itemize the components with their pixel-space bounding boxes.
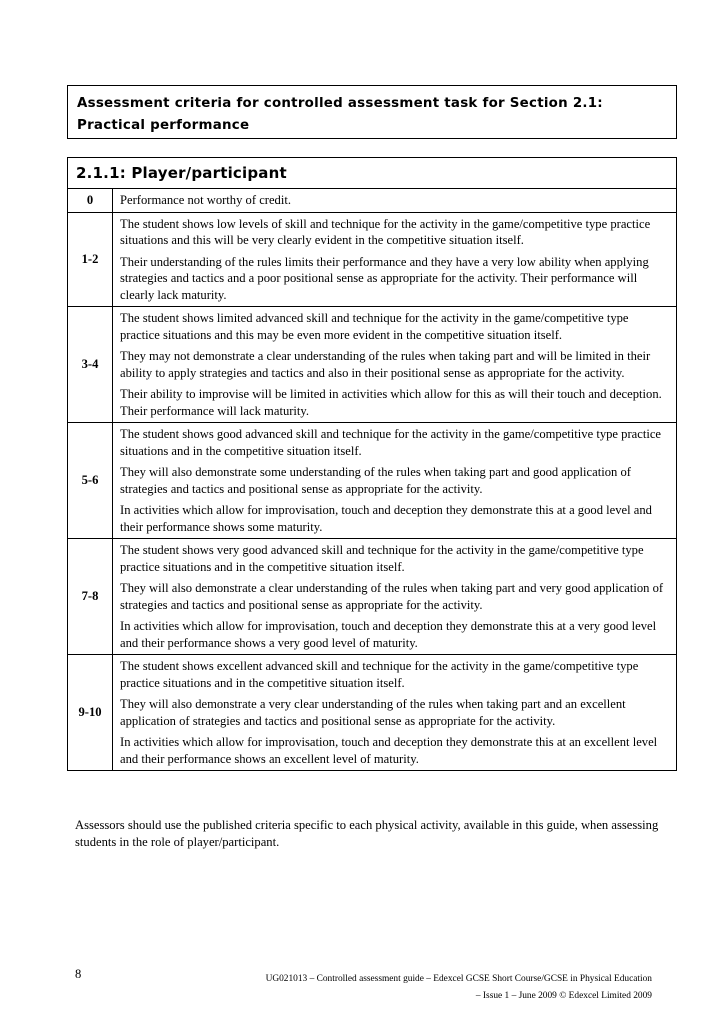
mark-band: 3-4 bbox=[68, 307, 113, 423]
criteria-table bbox=[67, 157, 677, 771]
mark-band: 0 bbox=[68, 189, 113, 213]
criteria-paragraph: Performance not worthy of credit. bbox=[120, 193, 292, 207]
criteria-description bbox=[113, 307, 677, 423]
criteria-paragraph: They will also demonstrate a very clear understanding of the rules when taking part and an excellent application of strategies and tactics and positional sense as appropriate for the activity. bbox=[120, 697, 626, 728]
criteria-paragraph: In activities which allow for improvisation, touch and deception they demonstrate this at a good level and their performance shows some maturity. bbox=[120, 503, 652, 534]
mark-band: 1-2 bbox=[68, 212, 113, 307]
page-number: 8 bbox=[75, 967, 82, 981]
table-row bbox=[68, 212, 677, 307]
mark-band: 9-10 bbox=[68, 655, 113, 771]
table-row bbox=[68, 189, 677, 213]
criteria-paragraph: They will also demonstrate a clear understanding of the rules when taking part and very good application of strategies and tactics and positional sense as appropriate for the activity. bbox=[120, 581, 664, 612]
criteria-description bbox=[113, 655, 677, 771]
criteria-paragraph: In activities which allow for improvisation, touch and deception they demonstrate this at a very good level and their performance shows a very good level of maturity. bbox=[120, 619, 657, 650]
criteria-paragraph: Their ability to improvise will be limited in activities which allow for this as will their touch and deception. Their performance will lack maturity. bbox=[120, 387, 662, 418]
table-row bbox=[68, 423, 677, 539]
footer-reference-line: – Issue 1 – June 2009 © Edexcel Limited 2009 bbox=[475, 991, 652, 1001]
criteria-description bbox=[113, 423, 677, 539]
table-row bbox=[68, 539, 677, 655]
table-row bbox=[68, 307, 677, 423]
mark-band: 7-8 bbox=[68, 539, 113, 655]
criteria-paragraph: Their understanding of the rules limits their performance and they have a very low ability when applying strategies and tactics and a poor positional sense as appropriate for the activity. Their performance will clearly lack maturity. bbox=[120, 254, 649, 302]
criteria-description bbox=[113, 189, 677, 213]
criteria-description bbox=[113, 212, 677, 307]
footer-reference bbox=[212, 971, 652, 1005]
section-header-row bbox=[68, 158, 677, 189]
criteria-paragraph: They may not demonstrate a clear understanding of the rules when taking part and will be limited in their ability to apply strategies and tactics and also in their positional sense as appropriate for the activity. bbox=[120, 349, 651, 380]
criteria-paragraph: The student shows limited advanced skill and technique for the activity in the game/competitive type practice situations and this may be even more evident in the competitive situation itself. bbox=[120, 311, 629, 342]
assessor-note: Assessors should use the published criteria specific to each physical activity, available in this guide, when assessing students in the role of player/participant. bbox=[75, 818, 659, 849]
criteria-paragraph: In activities which allow for improvisation, touch and deception they demonstrate this at an excellent level and their performance shows an excellent level of maturity. bbox=[120, 735, 658, 766]
criteria-paragraph: The student shows good advanced skill and technique for the activity in the game/competitive type practice situations and in the competitive situation itself. bbox=[120, 427, 662, 458]
criteria-description bbox=[113, 539, 677, 655]
mark-band: 5-6 bbox=[68, 423, 113, 539]
section-title: 2.1.1: Player/participant bbox=[68, 158, 677, 189]
criteria-paragraph: The student shows very good advanced skill and technique for the activity in the game/competitive type practice situations and in the competitive situation itself. bbox=[120, 543, 644, 574]
footer-reference-line: UG021013 – Controlled assessment guide – Edexcel GCSE Short Course/GCSE in Physical Education bbox=[265, 974, 652, 984]
criteria-paragraph: They will also demonstrate some understanding of the rules when taking part and good application of strategies and tactics and positional sense as appropriate for the activity. bbox=[120, 465, 631, 496]
table-row bbox=[68, 655, 677, 771]
page-title: Assessment criteria for controlled assessment task for Section 2.1: Practical performance bbox=[67, 85, 677, 139]
criteria-paragraph: The student shows excellent advanced skill and technique for the activity in the game/competitive type practice situations and in the competitive situation itself. bbox=[120, 659, 639, 690]
criteria-paragraph: The student shows low levels of skill and technique for the activity in the game/competitive type practice situations and this will be very clearly evident in the competitive situation itself. bbox=[120, 216, 651, 247]
